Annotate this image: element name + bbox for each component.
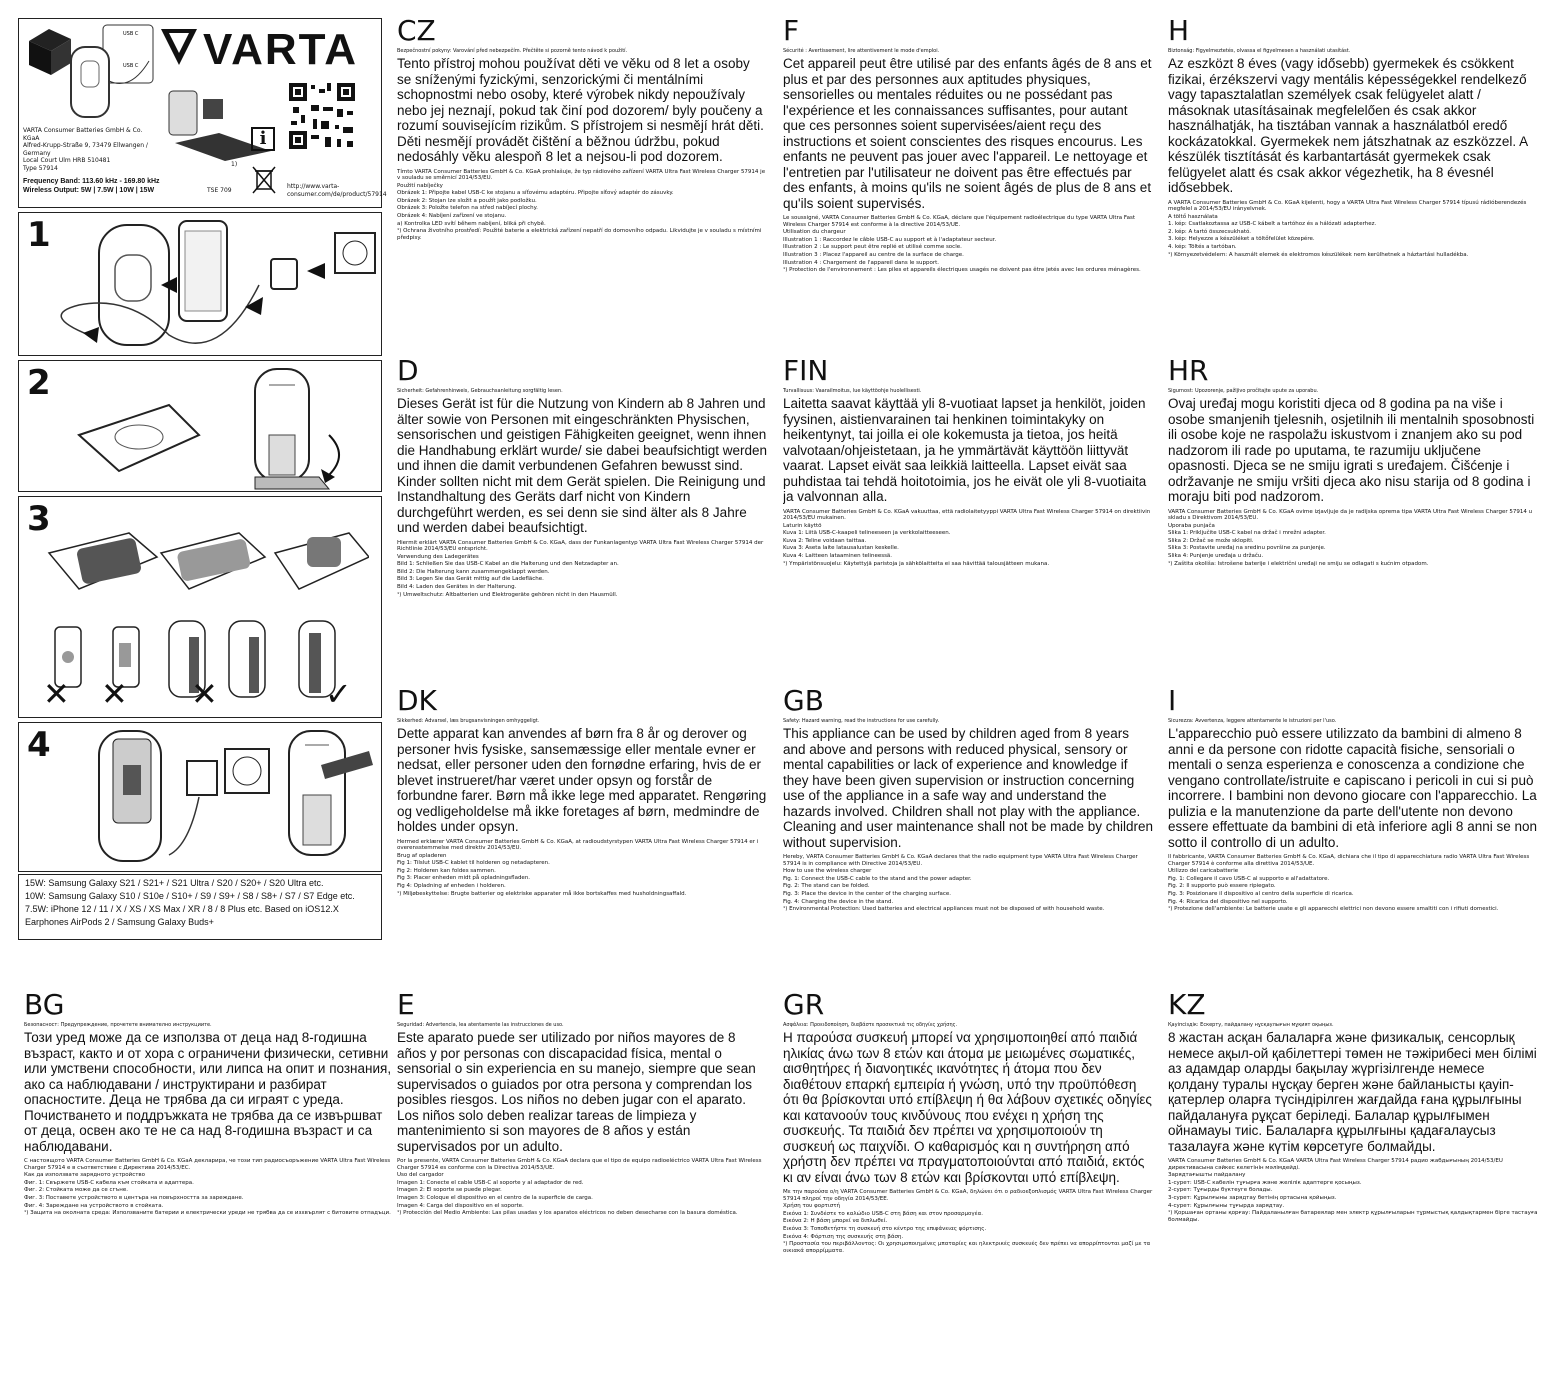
- instructions-text: [397, 169, 767, 242]
- instruction-line: Fig. 3: Posizionare il dispositivo al centro della superficie di ricarica.: [1168, 890, 1354, 897]
- instruction-line: Bild 2: Die Halterung kann zusammengeklappt werden.: [397, 568, 550, 575]
- compatibility-list: [25, 877, 380, 929]
- instructions-text: [783, 1189, 1153, 1254]
- instruction-line: 2-сурет: Тұғырды бүктеуге болады.: [1168, 1187, 1273, 1194]
- instructions-text: [1168, 854, 1538, 913]
- instruction-line: 4. kép: Töltés a tartóban.: [1168, 244, 1237, 251]
- instruction-line: Obrázek 1: Připojte kabel USB-C ke stojanu a síťovému adaptéru. Připojte síťový adaptér do zásuvky.: [397, 190, 674, 197]
- safety-text: This appliance can be used by children aged from 8 years and above and persons with reduced physical, sensory or mental capabilities or lack of experience and knowledge if they have been given supervision or instruction concerning use of the appliance in a safe way and understand the hazards involved. Children shall not play with the appliance. Cleaning and user maintenance shall not be made by children without supervision.: [783, 726, 1153, 850]
- instruction-line: ¹) Προστασία του περιβάλλοντος: Οι χρησιμοποιημένες μπαταρίες και ηλεκτρικές συσκευές δεν πρέπει να απορρίπτονται μαζί με τα οικιακά απορρίμματα.: [783, 1241, 1151, 1254]
- instruction-line: A VARTA Consumer Batteries GmbH & Co. KGaA kijelenti, hogy a VARTA Ultra Fast Wireless Charger 57914 típusú rádióberendezés megfelel a 2014/53/EU irányelvnek.: [1168, 199, 1527, 213]
- instruction-line: Slika 3: Postavite uređaj na sredinu površine za punjenje.: [1168, 545, 1326, 552]
- instruction-line: Imagen 2: El soporte se puede plegar.: [397, 1187, 502, 1194]
- frequency-band: Frequency Band: 113.60 kHz - 169.80 kHz: [23, 178, 160, 185]
- instruction-line: Εικόνα 2: Η βάση μπορεί να διπλωθεί.: [783, 1218, 888, 1225]
- instruction-line: Použití nabíječky: [397, 182, 443, 189]
- instruction-line: Зарядтағышты пайдалану: [1168, 1172, 1246, 1179]
- instruction-line: Kuva 3: Aseta laite latausalustan keskelle.: [783, 545, 899, 552]
- safety-heading: Қауіпсіздік: Ескерту, пайдалану нұсқаулығын мұқият оқыңыз.: [1168, 1022, 1334, 1028]
- instruction-line: С настоящото VARTA Consumer Batteries GmbH & Co. KGaA декларира, че този тип радиосъоръжение VARTA Ultra Fast Wireless Charger 57914 е в съответствие с Директива 2014/53/ЕС.: [24, 1158, 391, 1171]
- instruction-line: Kuva 2: Teline voidaan taittaa.: [783, 537, 867, 544]
- instruction-line: Χρήση του φορτιστή: [783, 1203, 841, 1210]
- safety-text: Tento přístroj mohou používat děti ve věku od 8 let a osoby se sníženými fyzickými, senzorickými či mentálními schopnostmi nebo osoby, které výrobek nikdy nepoužívaly nebo jej neznají, pokud tak činí pod dozorem/ byly poučeny a rozumí souvisejícím rizikům. S přístrojem si nesmějí hrát děti. Děti nesmějí provádět čištění a běžnou údržbu, pokud nedosáhly věku alespoň 8 let a nejsou-li pod dozorem.: [397, 56, 764, 164]
- instruction-line: ¹) Ochrana životního prostředí: Použité baterie a elektrická zařízení nepatří do domovního odpadu. Likvidujte je v souladu s místními předpisy.: [397, 228, 762, 241]
- language-code: GB: [783, 688, 824, 717]
- instruction-line: Bild 4: Laden des Gerätes in der Halterung.: [397, 584, 517, 591]
- instruction-line: Фиг. 3: Поставете устройството в центъра на повърхността за зареждане.: [24, 1194, 244, 1201]
- header-panel: [18, 18, 387, 208]
- safety-heading: Bezpečnostní pokyny: Varování před nebezpečím. Přečtěte si pozorně tento návod k použití.: [397, 48, 628, 54]
- usb-c-label: USB C: [123, 31, 139, 37]
- instruction-line: 1-сурет: USB-C кабелін тұғырға және желілік адаптерге қосыңыз.: [1168, 1179, 1362, 1186]
- step-2-illustration: [59, 365, 379, 491]
- instruction-line: Laturin käyttö: [783, 522, 822, 529]
- instruction-line: Imagen 4: Carga del dispositivo en el soporte.: [397, 1202, 524, 1209]
- step-number: 4: [27, 725, 51, 765]
- safety-heading: Safety: Hazard warning, read the instructions for use carefully.: [783, 718, 940, 724]
- note-marker: 1): [231, 161, 238, 168]
- language-section: [1168, 358, 1538, 568]
- manufacturer-line: Local Court Ulm HRB 510481: [23, 157, 111, 164]
- instruction-line: Фиг. 4: Зареждане на устройството в стойката.: [24, 1202, 164, 1209]
- language-code: FIN: [783, 358, 829, 387]
- safety-text: Η παρούσα συσκευή μπορεί να χρησιμοποιηθεί από παιδιά ηλικίας άνω των 8 ετών και άτομα με μειωμένες σωματικές, αισθητήρες ή διανοητικές ικανότητες ή άτομα που δεν διαθέτουν επαρκή εμπειρία ή γνώση, υπό την προϋπόθεση ότι θα βρίσκονται υπό επίβλεψη ή θα λάβουν σχετικές οδηγίες και κατανοούν τους κινδύνους που ενέχει η χρήση της συσκευής. Τα παιδιά δεν πρέπει να χρησιμοποιούν τη συσκευή ως παιχνίδι. Ο καθαρισμός και η συντήρηση από χρήστη δεν πρέπει να πραγματοποιούνται από παιδιά, εκτός κι αν είναι άνω των 8 ετών και βρίσκονται υπό επίβλεψη.: [783, 1030, 1152, 1185]
- instruction-line: Uso del cargador: [397, 1172, 444, 1179]
- varta-logo-icon: [159, 27, 199, 67]
- instruction-line: Fig. 3: Place the device in the center of the charging surface.: [783, 890, 952, 897]
- instruction-line: ¹) Protezione dell'ambiente: Le batterie usate e gli apparecchi elettrici non devono essere smaltiti con i rifiuti domestici.: [1168, 906, 1499, 913]
- safety-text: L'apparecchio può essere utilizzato da bambini di almeno 8 anni e da persone con ridotte capacità fisiche, sensoriali o mentali o senza esperienza e conoscenza a condizione che vengano controllate/istruite e capiscano i pericoli in cui si può incorrere. I bambini non devono giocare con l'apparecchio. La pulizia e la manutenzione da parte dell'utente non devono essere effettuate da bambini di età inferiore agli 8 anni se non sotto il controllo di un adulto.: [1168, 726, 1537, 850]
- safety-heading: Sicurezza: Avvertenza, leggere attentamente le istruzioni per l'uso.: [1168, 718, 1337, 724]
- safety-heading: Turvallisuus: Vaarailmoitus, lue käyttöohje huolellisesti.: [783, 388, 922, 394]
- compat-line: 7.5W: iPhone 12 / 11 / X / XS / XS Max / XR / 8 / 8 Plus etc. Based on iOS12.X: [25, 904, 339, 914]
- safety-text: Cet appareil peut être utilisé par des enfants âgés de 8 ans et plus et par des personnes aux aptitudes physiques, sensorielles ou mentales réduites ou ne possédant pas l'expérience et les connaissances suffisantes, pour autant que ces personnes soient supervisées/aient reçu des instructions et soient conscientes des risques encourus. Les enfants ne peuvent pas jouer avec l'appareil. Le nettoyage et l'entretien par l'utilisateur ne doivent pas être effectués par des enfants, à moins qu'ils ne soient âgés de plus de 8 ans et qu'ils soient supervisés.: [783, 56, 1152, 211]
- instructions-text: [24, 1158, 394, 1217]
- instruction-line: ¹) Umweltschutz: Altbatterien und Elektrogeräte gehören nicht in den Hausmüll.: [397, 591, 618, 598]
- instructions-text: [1168, 509, 1538, 568]
- instruction-line: Bild 3: Legen Sie das Gerät mittig auf die Ladefläche.: [397, 576, 544, 583]
- language-section: [783, 358, 1153, 568]
- instruction-line: ¹) Қоршаған ортаны қорғау: Пайдаланылған батареялар мен электр құрылғыларын тұрмыстық қалдықтармен бірге тастауға болмайды.: [1168, 1210, 1538, 1223]
- language-section: [397, 688, 767, 898]
- step-4-illustration: [59, 725, 379, 871]
- instruction-line: Obrázek 2: Stojan lze složit a použít jako podložku.: [397, 197, 537, 204]
- safety-heading: Безопасност: Предупреждение, прочетете внимателно инструкциите.: [24, 1022, 212, 1028]
- box-illustration: [21, 21, 161, 121]
- instruction-line: Fig. 2: Il supporto può essere ripiegato.: [1168, 883, 1276, 890]
- instruction-line: ¹) Защита на околната среда: Използваните батерии и електрически уреди не трябва да се изхвърлят с битовите отпадъци.: [24, 1210, 391, 1217]
- safety-heading: Seguridad: Advertencia, lea atentamente las instrucciones de uso.: [397, 1022, 564, 1028]
- instruction-line: Verwendung des Ladegerätes: [397, 553, 479, 560]
- instruction-line: Imagen 3: Coloque el dispositivo en el centro de la superficie de carga.: [397, 1194, 593, 1201]
- instructions-text: [397, 1158, 767, 1217]
- language-section: [24, 992, 394, 1218]
- instruction-line: ¹) Protection de l'environnement : Les piles et appareils électriques usagés ne doivent pas être jetés avec les ordures ménagères.: [783, 267, 1141, 274]
- instruction-line: Hermed erklærer VARTA Consumer Batteries GmbH & Co. KGaA, at radioudstyrstypen VARTA Ultra Fast Wireless Charger 57914 er i overensstemmelse med direktiv 2014/53/EU.: [397, 838, 759, 852]
- instruction-line: Fig. 2: The stand can be folded.: [783, 883, 870, 890]
- instruction-line: Фиг. 2: Стойката може да се сгъне.: [24, 1187, 129, 1194]
- language-code: F: [783, 18, 800, 47]
- instruction-line: 3-сурет: Құрылғыны зарядтау бетінің ортасына қойыңыз.: [1168, 1194, 1337, 1201]
- instruction-line: Как да използвате зарядното устройство: [24, 1172, 146, 1179]
- compatibility-panel: [18, 874, 382, 940]
- safety-heading: Biztonság: Figyelmeztetés, olvassa el figyelmesen a használati utasítást.: [1168, 48, 1351, 54]
- instruction-line: Illustration 4 : Chargement de l'appareil dans le support.: [783, 259, 940, 266]
- qr-caption: http://www.varta-consumer.com/de/product/57914: [287, 183, 387, 198]
- instruction-line: How to use the wireless charger: [783, 868, 872, 875]
- instruction-line: ¹) Ympäristönsuojelu: Käytettyjä paristoja ja sähkölaitteita ei saa hävittää talousjätteen mukana.: [783, 560, 1050, 567]
- language-section: [1168, 992, 1538, 1224]
- language-section: [397, 18, 767, 242]
- instruction-line: ¹) Protección del Medio Ambiente: Las pilas usadas y los aparatos eléctricos no deben desecharse con la basura doméstica.: [397, 1210, 738, 1217]
- language-code: E: [397, 992, 415, 1021]
- language-section: [783, 688, 1153, 914]
- wireless-output: Wireless Output: 5W | 7.5W | 10W | 15W: [23, 187, 155, 194]
- instruction-line: VARTA Consumer Batteries GmbH & Co. KGaA ovime izjavljuje da je radijska oprema tipa VARTA Ultra Fast Wireless Charger 57914 u skladu s Direktivom 2014/53/EU.: [1168, 508, 1533, 522]
- instruction-line: Hereby, VARTA Consumer Batteries GmbH & Co. KGaA declares that the radio equipment type VARTA Ultra Fast Wireless Charger 57914 is in compliance with Directive 2014/53/EU.: [783, 854, 1138, 867]
- weee-bin-icon: [251, 165, 277, 195]
- instruction-line: Fig 2: Holderen kan foldes sammen.: [397, 867, 496, 874]
- instruction-line: Utilisation du chargeur: [783, 229, 846, 236]
- usb-c-label-2: USB C: [123, 63, 139, 69]
- language-section: [1168, 18, 1538, 259]
- step-number: 3: [27, 499, 51, 539]
- safety-text: Laitetta saavat käyttää yli 8-vuotiaat lapset ja henkilöt, joiden fyysinen, aistienvarainen tai henkinen toimintakyky on heikentynyt, tai joilla ei ole kokemusta ja tietoa, jos heitä valvotaan/ohjeistetaan, ja he ymmärtävät käyttöön liittyvät vaarat. Lapset eivät saa leikkiä laitteella. Lapset eivät saa puhdistaa tai tehdä hoitotoimia, jos he eivät ole yli 8-vuotiaita ja valvonnan alla.: [783, 396, 1147, 504]
- instruction-line: Fig 1: Tilslut USB-C kablet til holderen og netadapteren.: [397, 860, 550, 867]
- instruction-line: Fig. 1: Collegare il cavo USB-C al supporto e all'adattatore.: [1168, 875, 1330, 882]
- instruction-line: Fig 4: Opladning af enheden i holderen.: [397, 883, 506, 890]
- model-code: TSE 709: [207, 187, 232, 194]
- safety-text: Dette apparat kan anvendes af børn fra 8 år og derover og personer hvis fysiske, sansemæssige eller mentale evner er nedsat, eller personer uden den fornødne erfaring, hvis de er blevet instrueret/har været under opsyn og forstår de forbundne farer. Børn må ikke lege med apparatet. Rengøring og vedligeholdelse må ikke foretages af børn, medmindre de holdes under opsyn.: [397, 726, 767, 834]
- language-code: H: [1168, 18, 1190, 47]
- language-section: [1168, 688, 1538, 914]
- instruction-line: Fig. 4: Charging the device in the stand.: [783, 898, 894, 905]
- instruction-line: a) Kontrolka LED svítí během nabíjení, bliká při chybě.: [397, 220, 546, 227]
- step-3-illustration: [39, 513, 369, 633]
- instructions-text: [1168, 1158, 1538, 1223]
- instruction-line: VARTA Consumer Batteries GmbH & Co. KGaA VARTA Ultra Fast Wireless Charger 57914 радио жабдығының 2014/53/EU директивасына сәйкес келетінін мәлімдейді.: [1168, 1158, 1503, 1171]
- safety-heading: Sikkerhed: Advarsel, læs brugsanvisningen omhyggeligt.: [397, 718, 540, 724]
- language-code: HR: [1168, 358, 1209, 387]
- compat-line: 15W: Samsung Galaxy S21 / S21+ / S21 Ultra / S20 / S20+ / S20 Ultra etc.: [25, 878, 324, 888]
- info-symbol: i: [251, 127, 275, 151]
- safety-heading: Ασφάλεια: Προειδοποίηση, διαβάστε προσεκτικά τις οδηγίες χρήσης.: [783, 1022, 958, 1028]
- instruction-line: ¹) Miljøbeskyttelse: Brugte batterier og elektriske apparater må ikke bortskaffes med husholdningsaffald.: [397, 890, 687, 897]
- instruction-line: Utilizzo del caricabatterie: [1168, 868, 1239, 875]
- instruction-line: Kuva 1: Liitä USB-C-kaapeli telineeseen ja verkkolaitteeseen.: [783, 530, 951, 537]
- instruction-line: Brug af opladeren: [397, 852, 447, 859]
- instruction-line: Fig. 1: Connect the USB-C cable to the stand and the power adapter.: [783, 875, 972, 882]
- instruction-line: Εικόνα 4: Φόρτιση της συσκευής στη βάση.: [783, 1233, 904, 1240]
- instruction-line: Fig 3: Placer enheden midt på opladningsfladen.: [397, 875, 531, 882]
- step-3-mark: ✕: [191, 675, 218, 713]
- step-2-panel: [18, 360, 382, 492]
- manufacturer-line: VARTA Consumer Batteries GmbH & Co. KGaA: [23, 127, 143, 142]
- language-code: CZ: [397, 18, 436, 47]
- instruction-line: Slika 2: Držač se može sklopiti.: [1168, 537, 1254, 544]
- instruction-line: Εικόνα 3: Τοποθετήστε τη συσκευή στο κέντρο της επιφάνειας φόρτισης.: [783, 1225, 987, 1232]
- instruction-line: A töltő használata: [1168, 213, 1218, 220]
- instruction-line: Illustration 2 : Le support peut être replié et utilisé comme socle.: [783, 244, 962, 251]
- language-code: BG: [24, 992, 65, 1021]
- instruction-line: 1. kép: Csatlakoztassa az USB-C kábelt a tartóhoz és a hálózati adapterhez.: [1168, 221, 1377, 228]
- instruction-line: 2. kép: A tartó összecsukható.: [1168, 228, 1251, 235]
- instruction-line: Hiermit erklärt VARTA Consumer Batteries GmbH & Co. KGaA, dass der Funkanlagentyp VARTA Ultra Fast Wireless Charger 57914 der Richtlinie 2014/53/EU entspricht.: [397, 539, 764, 553]
- language-section: [783, 992, 1153, 1255]
- instruction-line: Εικόνα 1: Συνδέστε το καλώδιο USB-C στη βάση και στον προσαρμογέα.: [783, 1210, 984, 1217]
- instruction-line: Bild 1: Schließen Sie das USB-C Kabel an die Halterung und den Netzadapter an.: [397, 561, 619, 568]
- instruction-line: Фиг. 1: Свържете USB-C кабела към стойката и адаптера.: [24, 1179, 194, 1186]
- language-code: DK: [397, 688, 437, 717]
- language-section: [783, 18, 1153, 275]
- qr-code-icon: [287, 81, 357, 151]
- safety-heading: Sécurité : Avertissement, lire attentivement le mode d'emploi.: [783, 48, 940, 54]
- step-1-panel: [18, 212, 382, 356]
- step-3-panel: [18, 496, 382, 718]
- language-code: GR: [783, 992, 825, 1021]
- safety-heading: Sicherheit: Gefahrenhinweis, Gebrauchsanleitung sorgfältig lesen.: [397, 388, 563, 394]
- step-number: 1: [27, 215, 51, 255]
- instruction-line: Kuva 4: Laitteen lataaminen telineessä.: [783, 553, 893, 560]
- compat-line: 10W: Samsung Galaxy S10 / S10e / S10+ / S9 / S9+ / S8 / S8+ / S7 / S7 Edge etc.: [25, 891, 355, 901]
- instruction-line: Slika 1: Priključite USB-C kabel na držač i mrežni adapter.: [1168, 530, 1326, 537]
- instruction-line: Il fabbricante, VARTA Consumer Batteries GmbH & Co. KGaA, dichiara che il tipo di apparecchiatura radio VARTA Ultra Fast Wireless Charger 57914 è conforme alla direttiva 2014/53/UE.: [1168, 854, 1530, 867]
- instruction-line: Obrázek 4: Nabíjení zařízení ve stojanu.: [397, 213, 507, 220]
- manufacturer-line: Type 57914: [23, 164, 58, 172]
- safety-text: Dieses Gerät ist für die Nutzung von Kindern ab 8 Jahren und älter sowie von Personen mit eingeschränkten Physischen, sensorischen und geistigen Fähigkeiten geeignet, wenn ihnen die Handhabung erklärt wurde/ sie dabei beaufsichtigt werden und ihnen die damit verbundenen Gefahren bewusst sind. Kinder sollten nicht mit dem Gerät spielen. Die Reinigung und Instandhaltung des Geräts darf nicht von Kindern durchgeführt werden, es sei denn sie sind älter als 8 Jahre und werden dabei beaufsichtigt.: [397, 396, 767, 535]
- instruction-line: Imagen 1: Conecte el cable USB-C al soporte y al adaptador de red.: [397, 1179, 584, 1186]
- instruction-line: ¹) Környezetvédelem: A használt elemek és elektromos készülékek nem kerülhetnek a háztartási hulladékba.: [1168, 251, 1469, 258]
- instruction-line: Le soussigné, VARTA Consumer Batteries GmbH & Co. KGaA, déclare que l'équipement radioélectrique du type VARTA Ultra Fast Wireless Charger 57914 est conforme à la directive 2014/53/UE.: [783, 215, 1135, 228]
- language-code: D: [397, 358, 419, 387]
- step-3-mark: ✕: [43, 675, 70, 713]
- instruction-line: Tímto VARTA Consumer Batteries GmbH & Co. KGaA prohlašuje, že typ rádiového zařízení VARTA Ultra Fast Wireless Charger 57914 je v souladu se směrnicí 2014/53/EU.: [397, 168, 766, 182]
- compat-line: Earphones AirPods 2 / Samsung Galaxy Buds+: [25, 917, 214, 927]
- step-3-mark: ✓: [325, 675, 352, 713]
- instructions-text: [397, 839, 767, 898]
- safety-heading: Sigurnost: Upozorenje, pažljivo pročitajte upute za uporabu.: [1168, 388, 1319, 394]
- frequency-block: [23, 177, 160, 195]
- instruction-line: Uporaba punjača: [1168, 522, 1215, 529]
- brand-wordmark: VARTA: [203, 25, 359, 74]
- manufacturer-block: [23, 127, 153, 172]
- instructions-text: [397, 540, 767, 599]
- language-section: [397, 358, 767, 599]
- safety-text: Ovaj uređaj mogu koristiti djeca od 8 godina pa na više i osobe smanjenih tjelesnih, osjetilnih ili mentalnih sposobnosti ili osobe koje ne raspolažu iskustvom i znanjem ako su pod nadzorom ili rade po uputama, te razumiju uključene opasnosti. Djeca se ne smiju igrati s uređajem. Čišćenje i održavanje ne smiju vršiti djeca ako nisu starija od 8 godina i moraju biti pod nadzorom.: [1168, 396, 1535, 504]
- step-1-illustration: [49, 215, 379, 355]
- step-3-mark: ✕: [101, 675, 128, 713]
- language-section: [397, 992, 767, 1218]
- instructions-text: [783, 509, 1153, 568]
- instruction-line: ¹) Zaštita okoliša: Istrošene baterije i električni uređaji ne smiju se odlagati s kućnim otpadom.: [1168, 560, 1429, 567]
- instruction-line: Με την παρούσα ο/η VARTA Consumer Batteries GmbH & Co. KGaA, δηλώνει ότι ο ραδιοεξοπλισμός VARTA Ultra Fast Wireless Charger 57914 πληροί την οδηγία 2014/53/ΕΕ.: [783, 1189, 1153, 1202]
- instruction-line: ¹) Environmental Protection: Used batteries and electrical appliances must not be disposed of with household waste.: [783, 906, 1105, 913]
- manufacturer-line: Alfred-Krupp-Straße 9, 73479 Ellwangen / Germany: [23, 142, 148, 157]
- instruction-line: VARTA Consumer Batteries GmbH & Co. KGaA vakuuttaa, että radiolaitetyyppi VARTA Ultra Fast Wireless Charger 57914 on direktiivin 2014/53/EU mukainen.: [783, 508, 1151, 522]
- safety-text: 8 жастан асқан балаларға және физикалық, сенсорлық немесе ақыл-ой қабілеттері төмен не тәжірибесі мен білімі аз адамдар оларды бақылау жүргізілгенде немесе қолдану туралы нұсқау берген және байланысты қауіп-қатерлер оларға түсіндірілген жағдайда ғана құрылғыны пайдалануға рұқсат беріледі. Балалар құрылғымен ойнамауы тиіс. Балаларға құрылғыны қадағалаусыз тазалауға және күтім көрсетуге болмайды.: [1168, 1030, 1537, 1154]
- language-code: I: [1168, 688, 1177, 717]
- safety-text: Az eszközt 8 éves (vagy idősebb) gyermekek és csökkent fizikai, érzékszervi vagy mentális képességekkel rendelkező vagy tapasztalatlan személyek csak felügyelet alatt / másoknak utasításainak megfelelően és csak akkor használhatják, ha tisztában vannak a használatból eredő kockázatokkal. Gyermekek nem játszhatnak az eszközzel. A készülék tisztítását és karbantartását gyermekek csak felügyelet alatt és csak akkor végezhetik, ha 8 évesnél idősebbek.: [1168, 56, 1528, 195]
- instruction-line: Illustration 1 : Raccordez le câble USB-C au support et à l'adaptateur secteur.: [783, 236, 997, 243]
- instruction-line: Illustration 3 : Placez l'appareil au centre de la surface de charge.: [783, 251, 964, 258]
- instructions-text: [783, 854, 1153, 913]
- instructions-text: [783, 215, 1153, 274]
- safety-text: Този уред може да се използва от деца над 8-годишна възраст, както и от хора с ограничени физически, сетивни или умствени способности, или липса на опит и познания, ако са наблюдавани / инструктирани и разбират опасностите. Деца не трябва да си играят с уреда. Почистването и поддръжката не трябва да се извършват от деца, освен ако те не са над 8-годишна възраст и са наблюдавани.: [24, 1030, 392, 1154]
- instruction-line: Obrázek 3: Položte telefon na střed nabíjecí plochy.: [397, 205, 538, 212]
- step-number: 2: [27, 363, 51, 403]
- step-4-panel: [18, 722, 382, 872]
- instruction-line: Fig. 4: Ricarica del dispositivo nel supporto.: [1168, 898, 1288, 905]
- instruction-line: Por la presente, VARTA Consumer Batteries GmbH & Co. KGaA declara que el tipo de equipo radioeléctrico VARTA Ultra Fast Wireless Charger 57914 es conforme con la Directiva 2014/53/UE.: [397, 1158, 762, 1171]
- safety-text: Este aparato puede ser utilizado por niños mayores de 8 años y por personas con discapacidad física, mental o sensorial o sin experiencia en su manejo, siempre que sean supervisados o guiados por otra persona y comprendan los posibles riesgos. Los niños no deben jugar con el aparato. Los niños solo deben realizar tareas de limpieza y mantenimiento si son mayores de 8 años y están supervisados por un adulto.: [397, 1030, 756, 1154]
- instruction-line: Slika 4: Punjenje uređaja u držaču.: [1168, 553, 1264, 560]
- language-code: KZ: [1168, 992, 1206, 1021]
- instruction-line: 3. kép: Helyezze a készüléket a töltőfelület közepére.: [1168, 236, 1315, 243]
- instructions-text: [1168, 200, 1538, 259]
- instruction-line: 4-сурет: Құрылғыны тұғырда зарядтау.: [1168, 1202, 1285, 1209]
